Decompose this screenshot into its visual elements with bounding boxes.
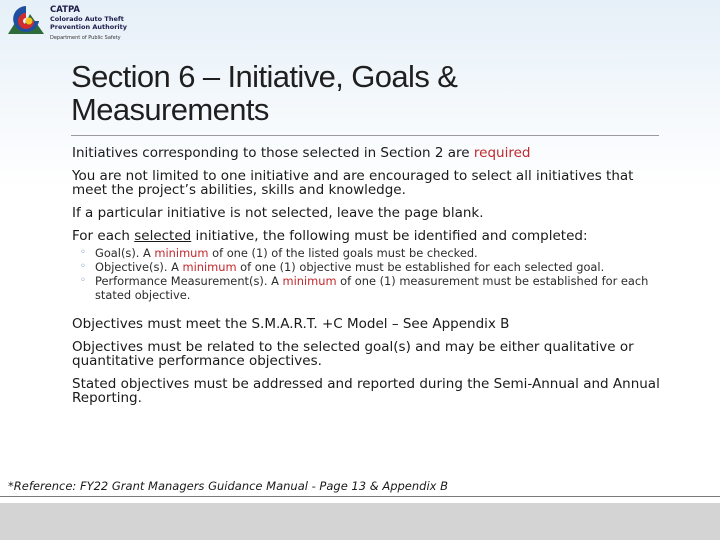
colorado-flag-logo-icon: [6, 4, 46, 38]
reference-note: *Reference: FY22 Grant Managers Guidance Manual - Page 13 & Appendix B: [8, 479, 449, 493]
list-item-measurements: [80, 274, 668, 302]
objectives-after: of one (1) objective must be established for each selected goal.: [236, 260, 605, 274]
ring-bullet-icon: ◦: [80, 261, 86, 272]
list-item-goals: [80, 246, 668, 260]
required-initiatives-text: Initiatives corresponding to those selected in Section 2 are: [72, 145, 474, 161]
slide-body: [72, 146, 668, 414]
logo-subline: Department of Public Safety: [50, 35, 121, 41]
required-initiatives-paragraph: [72, 146, 668, 160]
ring-bullet-icon: ◦: [80, 247, 86, 258]
catpa-logo: [6, 4, 136, 46]
footer-band: [0, 503, 720, 540]
leave-blank-paragraph: If a particular initiative is not selected, leave the page blank.: [72, 205, 484, 221]
smart-model-paragraph: Objectives must meet the S.M.A.R.T. +C Model – See Appendix B: [72, 316, 510, 332]
for-each-before: For each: [72, 228, 135, 244]
footer-divider: [0, 496, 720, 497]
for-each-after: initiative, the following must be identified and completed:: [191, 228, 588, 244]
selected-underlined: selected: [134, 228, 192, 244]
required-emphasis: required: [473, 145, 531, 161]
measurements-after: of one (1) measurement must be established for each stated objective.: [95, 274, 649, 302]
requirements-list: [80, 246, 668, 302]
logo-abbreviation: CATPA: [50, 5, 80, 15]
logo-name-line1: Colorado Auto Theft: [50, 15, 124, 23]
slide-title-line1: Section 6 – Initiative, Goals &: [71, 59, 458, 94]
title-divider: [71, 135, 659, 136]
ring-bullet-icon: ◦: [80, 275, 86, 286]
logo-name-line2: Prevention Authority: [50, 23, 127, 31]
slide-title-line2: Measurements: [71, 92, 269, 127]
objectives-before: Objective(s). A: [95, 260, 183, 274]
goals-minimum: minimum: [154, 246, 209, 260]
objectives-minimum: minimum: [182, 260, 237, 274]
goals-after: of one (1) of the listed goals must be checked.: [208, 246, 478, 260]
reporting-paragraph: Stated objectives must be addressed and reported during the Semi-Annual and Annual Reporting.: [72, 376, 660, 406]
measurements-minimum: minimum: [282, 274, 337, 288]
not-limited-paragraph: You are not limited to one initiative and are encouraged to select all initiatives that meet the project’s abilities, skills and knowledge.: [72, 168, 634, 198]
slide-title: [71, 60, 671, 126]
measurements-before: Performance Measurement(s). A: [95, 274, 283, 288]
for-each-selected-paragraph: [72, 229, 668, 243]
goals-before: Goal(s). A: [95, 246, 155, 260]
list-item-objectives: [80, 260, 668, 274]
objectives-related-paragraph: Objectives must be related to the selected goal(s) and may be either qualitative or quantitative performance objectives.: [72, 339, 634, 369]
